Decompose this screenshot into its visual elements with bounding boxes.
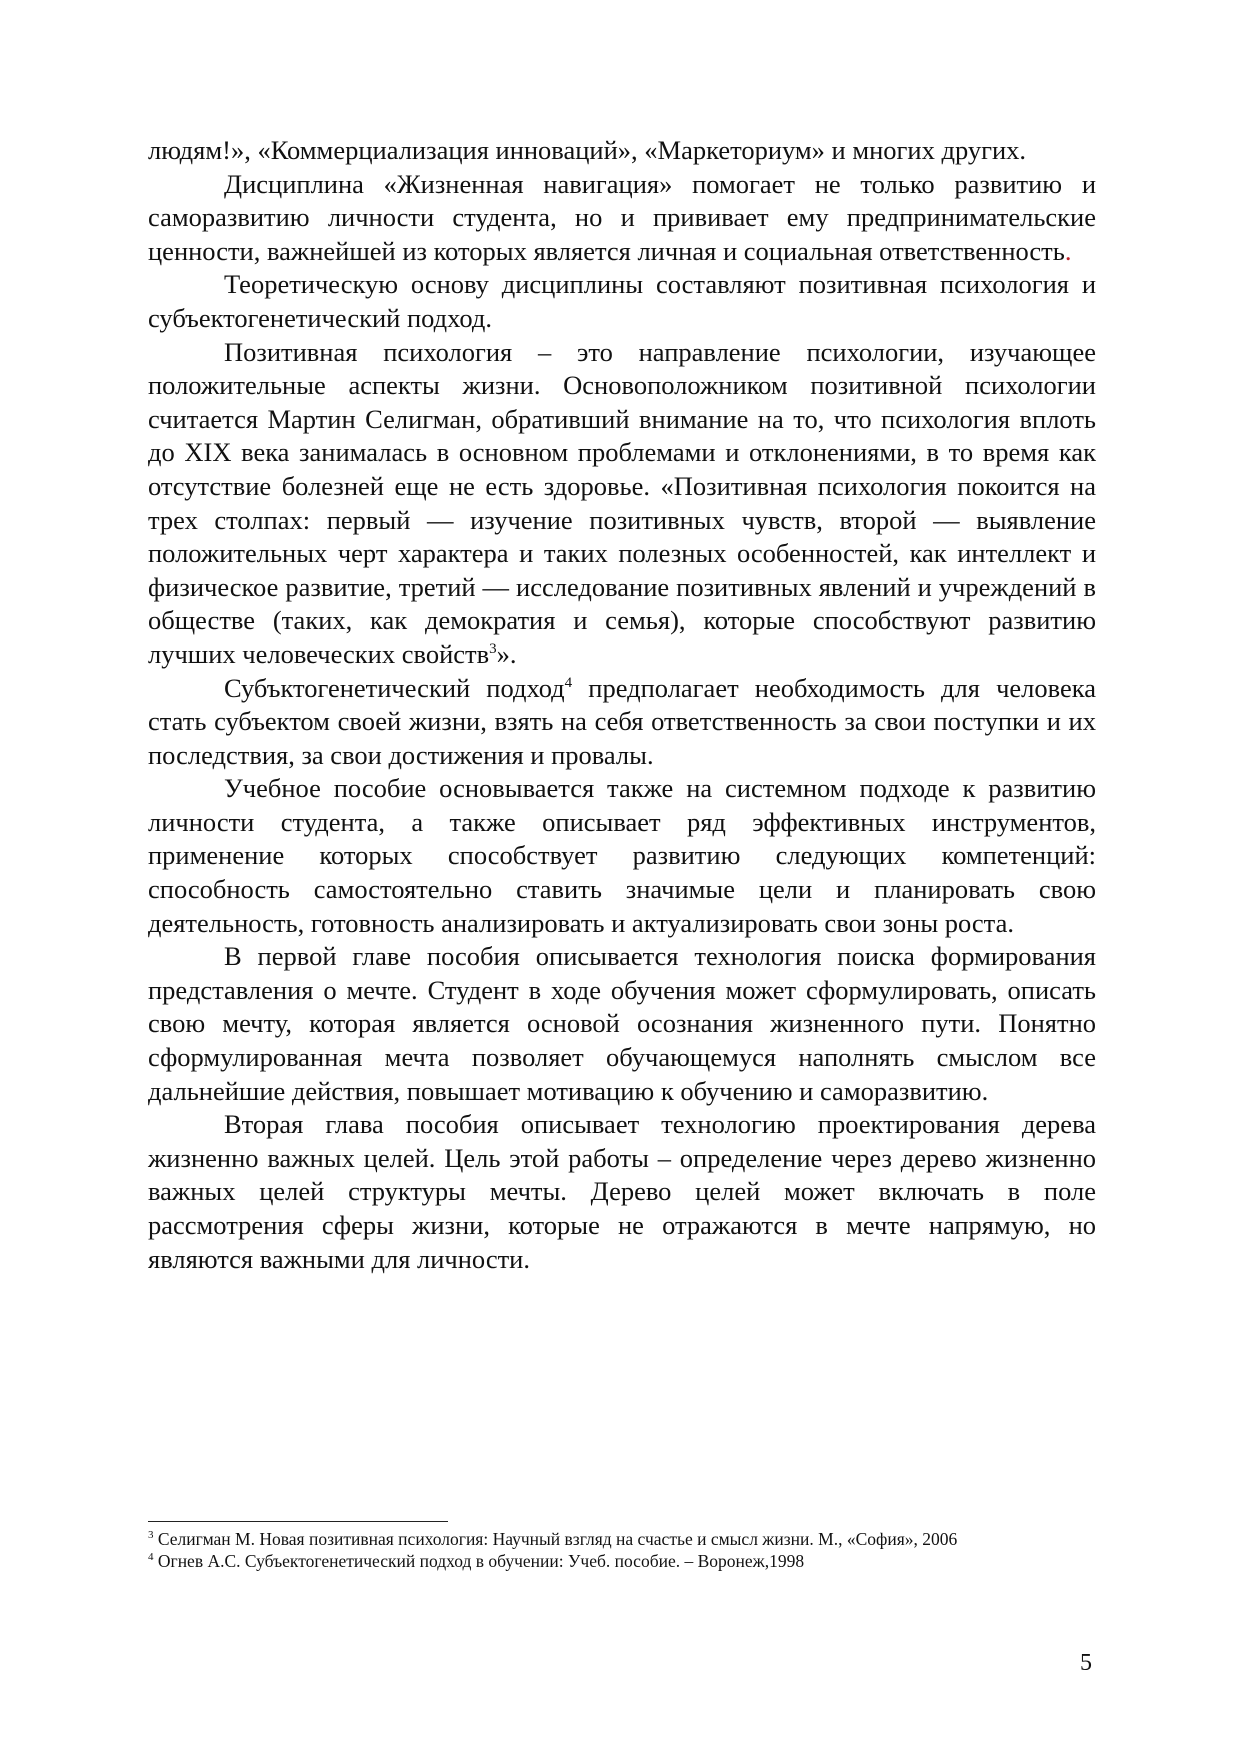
footnote-ref-4[interactable]: 4 <box>564 674 573 691</box>
red-period: . <box>1064 235 1072 266</box>
footnote-number: 4 <box>148 1551 154 1564</box>
paragraph-7: В первой главе пособия описывается технология поиска формирования представления о мечте. Студент в ходе обучения может сформулировать, описать свою мечту, которая является основой осознания жизненного пути. Понятно сформулированная мечта позволяет обучающемуся наполнять смыслом все дальнейшие действия, повышает мотивацию к обучению и саморазвитию. <box>148 941 1096 1106</box>
paragraph-1: людям!», «Коммерциализация инноваций», «Маркеториум» и многих других. <box>148 135 1027 165</box>
paragraph-6: Учебное пособие основывается также на системном подходе к развитию личности студента, а также описывает ряд эффективных инструментов, применение которых способствует развитию следующих компетенций: способность самостоятельно ставить значимые цели и планировать свою деятельность, готовность анализировать и актуализировать свои зоны роста. <box>148 773 1096 938</box>
paragraph-5 <box>148 672 1096 773</box>
paragraph-5-start: Субъктогенетический подход <box>224 672 565 703</box>
footnote-3 <box>148 1528 1096 1550</box>
page-number: 5 <box>1080 1650 1092 1676</box>
document-body <box>148 134 1096 1276</box>
paragraph-8: Вторая глава пособия описывает технологию проектирования дерева жизненно важных целей. Цель этой работы – определение через дерево жизненно важных целей структуры мечты. Дерево целей может включать в поле рассмотрения сферы жизни, которые не отражаются в мечте напрямую, но являются важными для личности. <box>148 1109 1096 1274</box>
paragraph-2-text: Дисциплина «Жизненная навигация» помогает не только развитию и саморазвитию личности студента, но и прививает ему предпринимательские ценности, важнейшей из которых является личная и социальная ответственность <box>148 168 1096 266</box>
footnotes <box>148 1528 1096 1572</box>
paragraph-3: Теоретическую основу дисциплины составляют позитивная психология и субъектогенетический подход. <box>148 269 1096 333</box>
paragraph-4-text: Позитивная психология – это направление психологии, изучающее положительные аспекты жизни. Основоположником позитивной психологии считается Мартин Селигман, обративший внимание на то, что психология вплоть до XIX века занималась в основном проблемами и отклонениями, в то время как отсутствие болезней еще не есть здоровье. «Позитивная психология покоится на трех столпах: первый — изучение позитивных чувств, второй — выявление положительных черт характера и таких полезных особенностей, как интеллект и физическое развитие, третий — исследование позитивных явлений и учреждений в обществе (таких, как демократия и семья), которые способствуют развитию лучших человеческих свойств <box>148 336 1096 669</box>
paragraph-5-rest: предполагает необходимость для человека стать субъектом своей жизни, взять на себя ответственность за свои поступки и их последствия, за свои достижения и провалы. <box>148 672 1096 770</box>
paragraph-4-end: ». <box>496 638 517 669</box>
footnote-text: Огнев А.С. Субъектогенетический подход в обучении: Учеб. пособие. – Воронеж,1998 <box>153 1551 805 1571</box>
footnote-4 <box>148 1550 1096 1572</box>
footnote-text: Селигман М. Новая позитивная психология: Научный взгляд на счастье и смысл жизни. М., «София», 2006 <box>153 1529 958 1549</box>
footnote-ref-3[interactable]: 3 <box>489 641 497 658</box>
paragraph-4 <box>148 336 1096 672</box>
footnote-separator <box>148 1521 448 1522</box>
footnote-number: 3 <box>148 1529 154 1542</box>
paragraph-2 <box>148 168 1096 269</box>
